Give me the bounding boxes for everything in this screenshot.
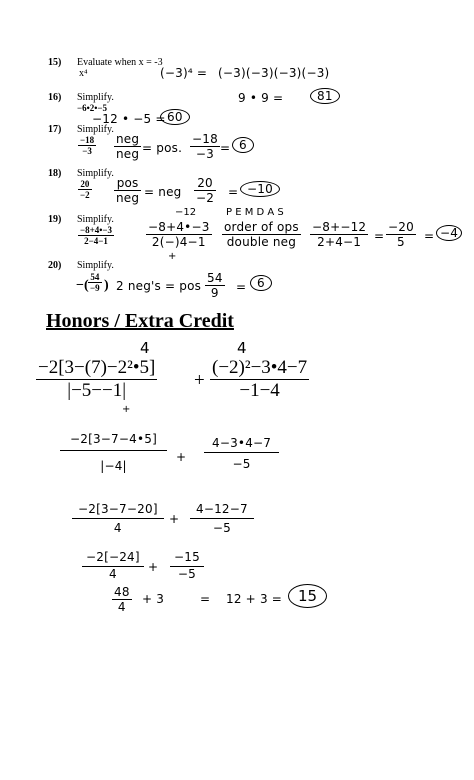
problem-19-equals-1: = <box>374 229 385 243</box>
problem-19-result-fraction <box>386 220 416 249</box>
problem-17-fraction <box>78 135 96 156</box>
problem-19-step-denominator: 2+4−1 <box>310 234 368 249</box>
honors-final-answer: 15 <box>288 584 327 608</box>
problem-19-note-product: −12 <box>175 207 197 218</box>
problem-18-sign-result: = neg <box>144 185 182 199</box>
problem-17-fraction-numerator: −18 <box>80 135 95 145</box>
problem-16-answer: 60 <box>160 109 190 125</box>
honors-step-1-left-numerator: −2[3−7−4•5] <box>70 432 157 446</box>
honors-step-2-right-denominator: −5 <box>190 518 254 535</box>
honors-final-fraction <box>112 585 132 614</box>
problem-17-work-numerator: −18 <box>192 132 218 146</box>
problem-17-sign-bottom: neg <box>116 147 140 161</box>
problem-17-answer: 6 <box>232 137 254 153</box>
problem-18-equals: = <box>228 185 239 199</box>
honors-final-denominator: 4 <box>112 599 132 614</box>
problem-15-work-1: (−3)⁴ = <box>160 66 208 80</box>
problem-19-note-plus: + <box>168 251 177 262</box>
problem-19-work-denominator: 2(−)4−1 <box>146 234 212 249</box>
problem-17-work-fraction <box>190 132 220 161</box>
problem-17-fraction-denominator: −3 <box>78 145 96 156</box>
problem-20-number: 20) <box>48 260 62 271</box>
problem-20-work-numerator: 54 <box>207 271 223 285</box>
honors-note-4-left: 4 <box>140 339 150 357</box>
problem-20-equals: = <box>236 280 247 294</box>
honors-right-numerator: (−2)²−3•4−7 <box>212 357 308 378</box>
problem-16-number: 16) <box>48 92 62 103</box>
honors-step-2-right-numerator: 4−12−7 <box>196 502 248 516</box>
problem-18-fraction <box>78 179 92 200</box>
honors-left-denominator: |−5−−1| <box>36 379 157 402</box>
problem-19-fraction-numerator: −8+4•−3 <box>80 225 113 235</box>
problem-19-result-denominator: 5 <box>386 234 416 249</box>
honors-note-4-right: 4 <box>237 339 247 357</box>
honors-step-2-left-numerator: −2[3−7−20] <box>78 502 158 516</box>
problem-20-neg-sign: −( <box>76 278 89 293</box>
problem-20-fraction-numerator: 54 <box>90 272 100 282</box>
problem-20-sign-rule: 2 neg's = pos <box>116 279 202 293</box>
problem-16-work: −12 • −5 = <box>92 112 166 126</box>
problem-19-work-fraction <box>146 220 212 249</box>
honors-final-sum: 12 + 3 = <box>226 592 283 606</box>
problem-19-step-fraction <box>310 220 368 249</box>
problem-19-equals-2: = <box>424 229 435 243</box>
problem-16-expression: −6•2•−5 <box>77 103 108 113</box>
problem-19-fraction <box>78 225 114 246</box>
honors-step-3-left <box>82 550 144 581</box>
problem-18-work-denominator: −2 <box>196 191 215 205</box>
problem-18-sign-top: pos <box>116 176 139 190</box>
problem-17-sign-top: neg <box>116 132 140 146</box>
honors-step-2-right <box>190 502 254 535</box>
problem-17-number: 17) <box>48 124 62 135</box>
honors-step-3-right <box>170 550 204 581</box>
problem-15-answer: 81 <box>310 88 340 104</box>
problem-17-sign-rule <box>114 132 141 161</box>
honors-step-1-plus: + <box>176 450 187 464</box>
honors-final-numerator: 48 <box>114 585 130 599</box>
honors-title: Honors / Extra Credit <box>46 310 234 332</box>
problem-19-order-of-ops: order of ops <box>224 220 299 234</box>
problem-18-fraction-denominator: −2 <box>80 190 90 200</box>
problem-18-number: 18) <box>48 168 62 179</box>
problem-18-fraction-numerator: 20 <box>80 179 90 189</box>
problem-19-double-neg: double neg <box>222 234 301 249</box>
problem-20-fraction-denominator: −9 <box>90 283 100 293</box>
problem-15-number: 15) <box>48 57 62 68</box>
problem-15-expression: x⁴ <box>79 68 88 79</box>
problem-20-fraction <box>88 272 102 293</box>
problem-19-pemdas: P E M D A S <box>226 207 284 218</box>
problem-18-work-numerator: 20 <box>197 176 213 190</box>
honors-step-2-left-denominator: 4 <box>72 518 164 535</box>
honors-final-plus-three: + 3 <box>142 592 165 606</box>
problem-17-work-denominator: −3 <box>190 146 220 161</box>
honors-step-1-left-denominator: |−4| <box>60 450 167 473</box>
honors-step-1-right <box>204 436 279 471</box>
honors-right-fraction <box>210 357 309 402</box>
honors-step-1-left <box>60 432 167 473</box>
problem-17-prompt: Simplify. <box>77 124 114 135</box>
honors-plus: + <box>194 370 205 391</box>
honors-step-3-left-numerator: −2[−24] <box>86 550 140 564</box>
problem-20-answer: 6 <box>250 275 272 291</box>
problem-19-result-numerator: −20 <box>388 220 414 234</box>
honors-step-2-plus: + <box>169 512 180 526</box>
honors-final-equals: = <box>200 592 211 606</box>
problem-19-work-numerator: −8+4•−3 <box>148 220 210 234</box>
honors-left-numerator: −2[3−(7)−2²•5] <box>38 357 156 378</box>
problem-18-work-fraction <box>194 176 216 205</box>
problem-18-prompt: Simplify. <box>77 168 114 179</box>
honors-step-3-right-denominator: −5 <box>170 566 204 581</box>
problem-15-prompt: Evaluate when x = -3 <box>77 57 163 68</box>
honors-step-3-plus: + <box>148 560 159 574</box>
problem-20-prompt: Simplify. <box>77 260 114 271</box>
problem-19-answer: −4 <box>436 225 462 241</box>
problem-16-prompt: Simplify. <box>77 92 114 103</box>
honors-step-3-left-denominator: 4 <box>82 566 144 581</box>
honors-left-fraction <box>36 357 157 402</box>
problem-20-work-denominator: 9 <box>205 285 225 300</box>
problem-20-work-fraction <box>205 271 225 300</box>
honors-note-plus: + <box>122 404 131 415</box>
problem-19-step-numerator: −8+−12 <box>312 220 367 234</box>
problem-15-work-3: 9 • 9 = <box>238 91 284 105</box>
problem-17-equals: = <box>220 141 231 155</box>
problem-19-number: 19) <box>48 214 62 225</box>
problem-20-close-paren: ) <box>104 278 109 293</box>
problem-18-answer: −10 <box>240 181 280 197</box>
problem-18-sign-rule <box>114 176 141 205</box>
problem-19-rules <box>222 220 301 249</box>
problem-18-sign-bottom: neg <box>116 191 140 205</box>
problem-19-prompt: Simplify. <box>77 214 114 225</box>
honors-right-denominator: −1−4 <box>210 379 309 402</box>
problem-19-fraction-denominator: 2−4−1 <box>78 235 114 246</box>
problem-17-sign-result: = pos. <box>142 141 183 155</box>
honors-step-1-right-denominator: −5 <box>204 452 279 471</box>
honors-step-2-left <box>72 502 164 535</box>
honors-step-1-right-numerator: 4−3•4−7 <box>212 436 272 450</box>
honors-step-3-right-numerator: −15 <box>174 550 200 564</box>
problem-15-work-2: (−3)(−3)(−3)(−3) <box>218 66 330 80</box>
